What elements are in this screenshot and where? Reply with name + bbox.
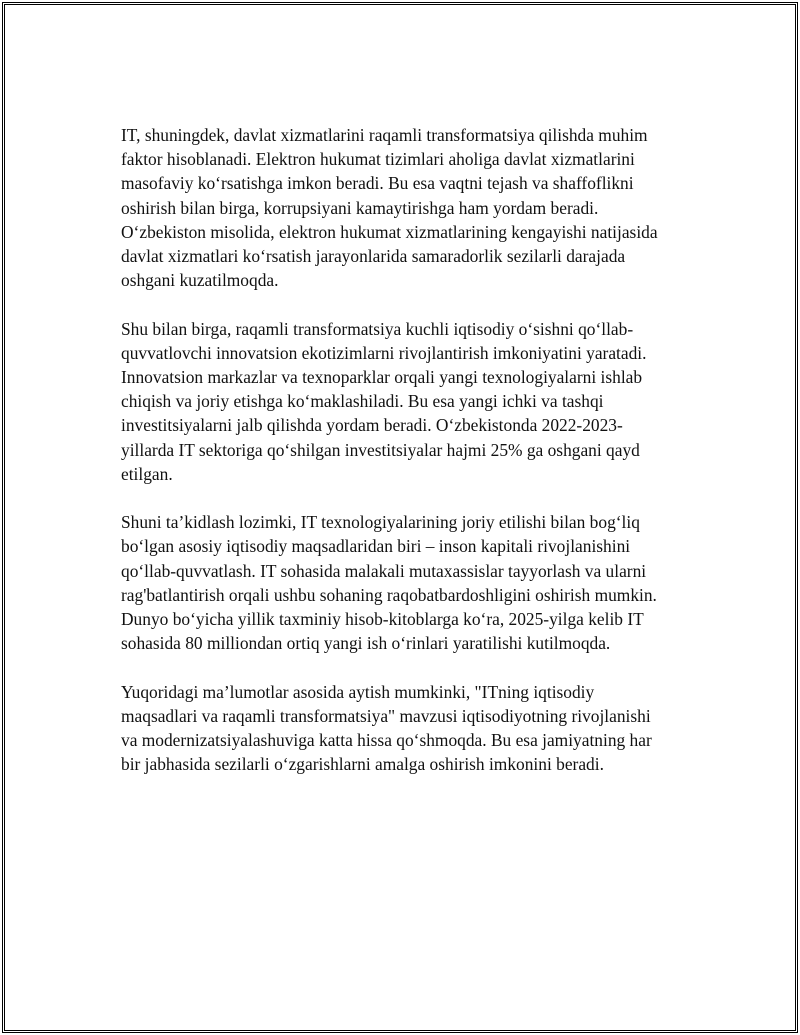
text-line: chiqish va joriy etishga ko‘maklashiladi. Bu esa yangi ichki va tashqi — [121, 391, 604, 412]
text-line: sohasida 80 milliondan ortiq yangi ish o‘rinlari yaratilishi kutilmoqda. — [121, 633, 611, 654]
text-line: bo‘lgan asosiy iqtisodiy maqsadlaridan biri – inson kapitali rivojlanishini — [121, 536, 631, 557]
text-line: Shu bilan birga, raqamli transformatsiya kuchli iqtisodiy o‘sishni qo‘llab- — [121, 318, 634, 339]
paragraph-1 — [121, 123, 681, 292]
text-line: qo‘llab-quvvatlash. IT sohasida malakali mutaxassislar tayyorlash va ularni — [121, 560, 647, 581]
text-line: masofaviy ko‘rsatishga imkon beradi. Bu esa vaqtni tejash va shaffoflikni — [121, 173, 634, 194]
text-line: IT, shuningdek, davlat xizmatlarini raqamli transformatsiya qilishda muhim — [121, 125, 648, 145]
text-line: investitsiyalarni jalb qilishda yordam beradi. O‘zbekistonda 2022-2023- — [121, 415, 623, 436]
text-line: davlat xizmatlari ko‘rsatish jarayonlarida samaradorlik sezilarli darajada — [121, 246, 626, 267]
text-line: yillarda IT sektoriga qo‘shilgan investitsiyalar hajmi 25% ga oshgani qayd — [121, 439, 640, 460]
text-line: Shuni ta’kidlash lozimki, IT texnologiyalarining joriy etilishi bilan bog‘liq — [121, 512, 640, 533]
text-line: oshirish bilan birga, korrupsiyani kamaytirishga ham yordam beradi. — [121, 197, 599, 218]
text-line: faktor hisoblanadi. Elektron hukumat tizimlari aholiga davlat xizmatlarini — [121, 149, 635, 170]
text-line: O‘zbekiston misolida, elektron hukumat xizmatlarining kengayishi natijasida — [121, 221, 658, 242]
text-line: bir jabhasida sezilarli o‘zgarishlarni amalga oshirish imkonini beradi. — [121, 754, 604, 775]
text-line: maqsadlari va raqamli transformatsiya" mavzusi iqtisodiyotning rivojlanishi — [121, 705, 651, 726]
page-frame — [2, 2, 798, 1033]
paragraph-4 — [121, 680, 681, 777]
text-line: Innovatsion markazlar va texnoparklar orqali yangi texnologiyalarni ishlab — [121, 367, 643, 388]
text-line: oshgani kuzatilmoqda. — [121, 270, 279, 291]
text-line: Yuqoridagi ma’lumotlar asosida aytish mumkinki, "ITning iqtisodiy — [121, 681, 595, 702]
text-line: etilgan. — [121, 463, 173, 484]
text-line: rag'batlantirish orqali ushbu sohaning raqobatbardoshligini oshirish mumkin. — [121, 584, 657, 605]
text-line: Dunyo bo‘yicha yillik taxminiy hisob-kitoblarga ko‘ra, 2025-yilga kelib IT — [121, 609, 644, 630]
paragraph-2 — [121, 317, 681, 486]
text-line: quvvatlovchi innovatsion ekotizimlarni rivojlantirish imkoniyatini yaratadi. — [121, 342, 647, 363]
paragraph-3 — [121, 510, 681, 655]
document-body — [121, 123, 681, 801]
text-line: va modernizatsiyalashuviga katta hissa qo‘shmoqda. Bu esa jamiyatning har — [121, 730, 652, 751]
